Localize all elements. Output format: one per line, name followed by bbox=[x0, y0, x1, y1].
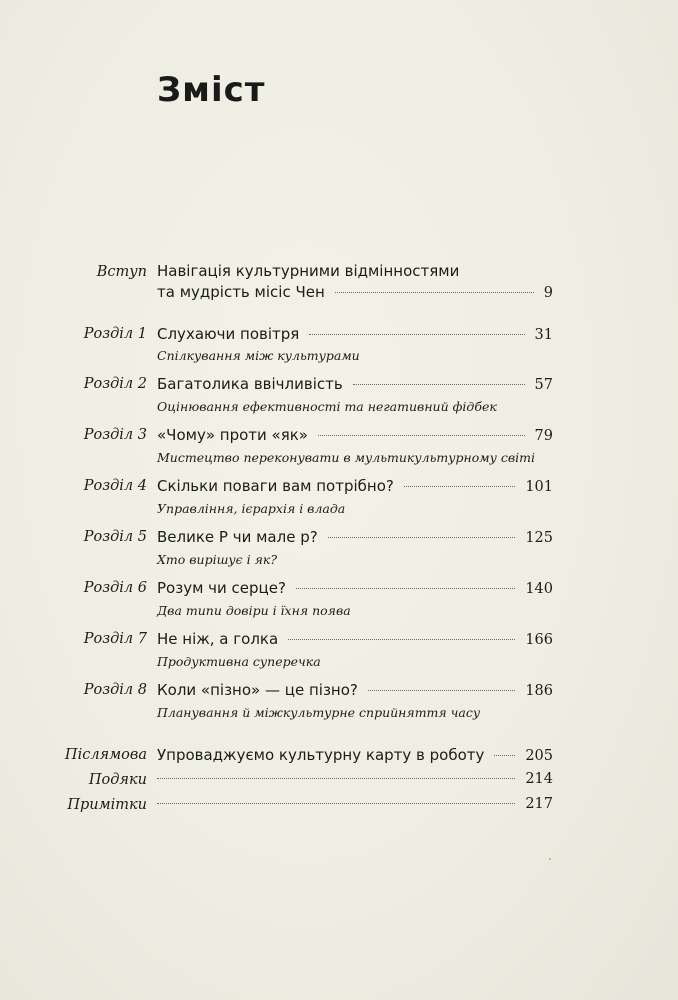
entry-subtitle: Оцінювання ефективності та негативний фідбек bbox=[157, 399, 497, 414]
entry-line bbox=[157, 630, 553, 652]
entry-subtitle: Два типи довіри і їхня поява bbox=[157, 603, 351, 618]
entry-line bbox=[157, 579, 553, 601]
entry-label: Розділ 3 bbox=[83, 427, 147, 443]
entry-subtitle: Мистецтво переконувати в мультикультурному світі bbox=[157, 450, 535, 465]
dot-leader bbox=[328, 537, 516, 538]
page-number: 214 bbox=[525, 771, 553, 787]
dot-leader bbox=[157, 803, 515, 804]
entry-label: Розділ 5 bbox=[83, 529, 147, 545]
dot-leader bbox=[288, 639, 515, 640]
page-number: 31 bbox=[534, 327, 553, 343]
entry-label: Розділ 4 bbox=[83, 478, 147, 494]
entry-line bbox=[157, 681, 553, 703]
entry-heading: Велике Р чи мале р? bbox=[157, 528, 318, 546]
entry-subtitle: Спілкування між культурами bbox=[157, 348, 360, 363]
page-number: 217 bbox=[525, 796, 553, 812]
paper-speck bbox=[549, 858, 551, 860]
entry-label: Розділ 1 bbox=[83, 326, 147, 342]
dot-leader bbox=[335, 292, 534, 293]
page-number: 9 bbox=[543, 285, 553, 301]
entry-line bbox=[157, 477, 553, 499]
entry-line bbox=[157, 796, 553, 818]
entry-heading: Скільки поваги вам потрібно? bbox=[157, 477, 394, 495]
entry-subtitle: Хто вирішує і як? bbox=[157, 552, 278, 567]
dot-leader bbox=[494, 755, 515, 756]
dot-leader bbox=[157, 778, 515, 779]
entry-label: Розділ 2 bbox=[83, 376, 147, 392]
entry-line bbox=[157, 528, 553, 550]
entry-label: Розділ 7 bbox=[83, 631, 147, 647]
entry-label: Примітки bbox=[67, 797, 147, 813]
page-number: 125 bbox=[525, 530, 553, 546]
dot-leader bbox=[309, 334, 524, 335]
dot-leader bbox=[368, 690, 515, 691]
entry-heading: Багатолика ввічливість bbox=[157, 375, 343, 393]
page-number: 205 bbox=[525, 748, 553, 764]
dot-leader bbox=[353, 384, 525, 385]
page-title: Зміст bbox=[157, 70, 266, 110]
entry-label: Післямова bbox=[64, 747, 147, 763]
dot-leader bbox=[404, 486, 515, 487]
page-number: 57 bbox=[534, 377, 553, 393]
entry-line bbox=[157, 283, 553, 305]
page-number: 79 bbox=[534, 428, 553, 444]
entry-label: Подяки bbox=[88, 772, 147, 788]
page-number: 101 bbox=[525, 479, 553, 495]
entry-subtitle: Управління, ієрархія і влада bbox=[157, 501, 346, 516]
page-number: 140 bbox=[525, 581, 553, 597]
entry-heading: Упроваджуємо культурну карту в роботу bbox=[157, 746, 485, 764]
dot-leader bbox=[296, 588, 515, 589]
entry-line bbox=[157, 325, 553, 347]
entry-heading-line1: Навігація культурними відмінностями bbox=[157, 262, 460, 280]
entry-heading: Коли «пізно» — це пізно? bbox=[157, 681, 358, 699]
page-number: 186 bbox=[525, 683, 553, 699]
entry-subtitle: Планування й міжкультурне сприйняття часу bbox=[157, 705, 481, 720]
entry-line bbox=[157, 375, 553, 397]
entry-heading: Розум чи серце? bbox=[157, 579, 286, 597]
entry-heading-line2: та мудрість місіс Чен bbox=[157, 283, 325, 301]
entry-line bbox=[157, 426, 553, 448]
entry-line bbox=[157, 746, 553, 768]
entry-label: Вступ bbox=[96, 264, 147, 280]
entry-heading: «Чому» проти «як» bbox=[157, 426, 308, 444]
entry-label: Розділ 6 bbox=[83, 580, 147, 596]
dot-leader bbox=[318, 435, 525, 436]
entry-heading: Слухаючи повітря bbox=[157, 325, 300, 343]
entry-line bbox=[157, 771, 553, 793]
page-number: 166 bbox=[525, 632, 553, 648]
entry-heading: Не ніж, а голка bbox=[157, 630, 279, 648]
entry-subtitle: Продуктивна суперечка bbox=[157, 654, 321, 669]
entry-label: Розділ 8 bbox=[83, 682, 147, 698]
